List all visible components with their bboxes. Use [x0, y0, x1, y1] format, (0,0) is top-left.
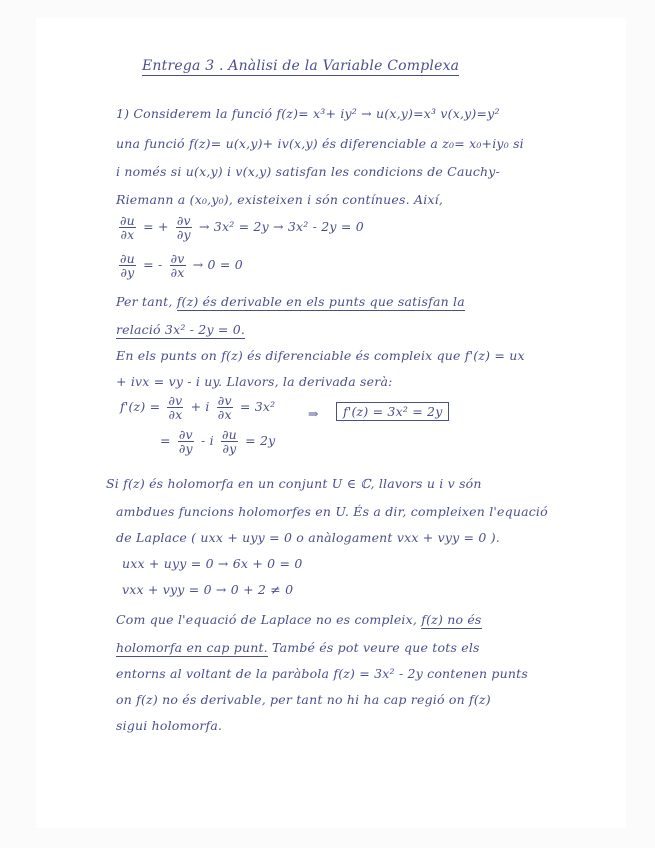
text-line: de Laplace ( uxx + uyy = 0 o anàlogament vxx + vyy = 0 ).: [116, 530, 500, 545]
handwritten-page: [36, 18, 626, 828]
fraction: $\frac{\partial u}{\partial y}$: [120, 251, 135, 281]
fraction: $\frac{\partial v}{\partial y}$: [176, 213, 191, 243]
derivative-line-2: = $\frac{\partial v}{\partial y}$ - i $\frac{\partial u}{\partial y}$ = 2y: [160, 427, 276, 457]
page-title: Entrega 3 . Anàlisi de la Variable Complexa: [142, 58, 460, 74]
fraction: $\frac{\partial v}{\partial x}$: [217, 393, 232, 423]
laplace-v: vxx + vyy = 0 → 0 + 2 ≠ 0: [122, 582, 294, 597]
text-line: 1) Considerem la funció f(z)= x³+ iy² → u(x,y)=x³ v(x,y)=y²: [116, 106, 500, 121]
text-line: En els punts on f(z) és diferenciable és compleix que f'(z) = ux: [116, 348, 525, 363]
text-line: Si f(z) és holomorfa en un conjunt U ∈ ℂ, llavors u i v són: [106, 476, 482, 491]
fraction: $\frac{\partial v}{\partial y}$: [178, 427, 193, 457]
text-line: Com que l'equació de Laplace no es compleix, f(z) no és: [116, 612, 482, 627]
text-line: ambdues funcions holomorfes en U. És a dir, compleixen l'equació: [116, 504, 548, 519]
implies-arrow: ⇒: [308, 406, 319, 421]
text-line: holomorfa en cap punt. També és pot veure que tots els: [116, 640, 480, 655]
equation-cr1: $\frac{\partial u}{\partial x}$ = + $\frac{\partial v}{\partial y}$ → 3x² = 2y → 3x² - 2y = 0: [120, 213, 364, 243]
fraction: $\frac{\partial u}{\partial y}$: [221, 427, 237, 457]
fraction: $\frac{\partial v}{\partial x}$: [168, 393, 183, 423]
text-line: una funció f(z)= u(x,y)+ iv(x,y) és diferenciable a z₀= x₀+iy₀ si: [116, 136, 524, 151]
fraction: $\frac{\partial u}{\partial x}$: [120, 213, 135, 243]
derivative-line-1: f'(z) = $\frac{\partial v}{\partial x}$ + i $\frac{\partial v}{\partial x}$ = 3x²: [120, 393, 276, 423]
fraction: $\frac{\partial v}{\partial x}$: [170, 251, 185, 281]
text-line: Riemann a (x₀,y₀), existeixen i són contínues. Així,: [116, 192, 444, 207]
text-line: + ivx = vy - i uy. Llavors, la derivada serà:: [116, 374, 393, 389]
text-line: i només si u(x,y) i v(x,y) satisfan les condicions de Cauchy-: [116, 164, 500, 179]
text-line: on f(z) no és derivable, per tant no hi ha cap regió on f(z): [116, 692, 491, 707]
laplace-u: uxx + uyy = 0 → 6x + 0 = 0: [122, 556, 303, 571]
equation-cr2: $\frac{\partial u}{\partial y}$ = - $\frac{\partial v}{\partial x}$ → 0 = 0: [120, 251, 243, 281]
text-line: entorns al voltant de la paràbola f(z) = 3x² - 2y contenen punts: [116, 666, 528, 681]
boxed-result: f'(z) = 3x² = 2y: [336, 404, 449, 419]
text-line: Per tant, f(z) és derivable en els punts que satisfan la: [116, 294, 465, 309]
text-line: sigui holomorfa.: [116, 718, 223, 733]
text-line: relació 3x² - 2y = 0.: [116, 322, 246, 337]
